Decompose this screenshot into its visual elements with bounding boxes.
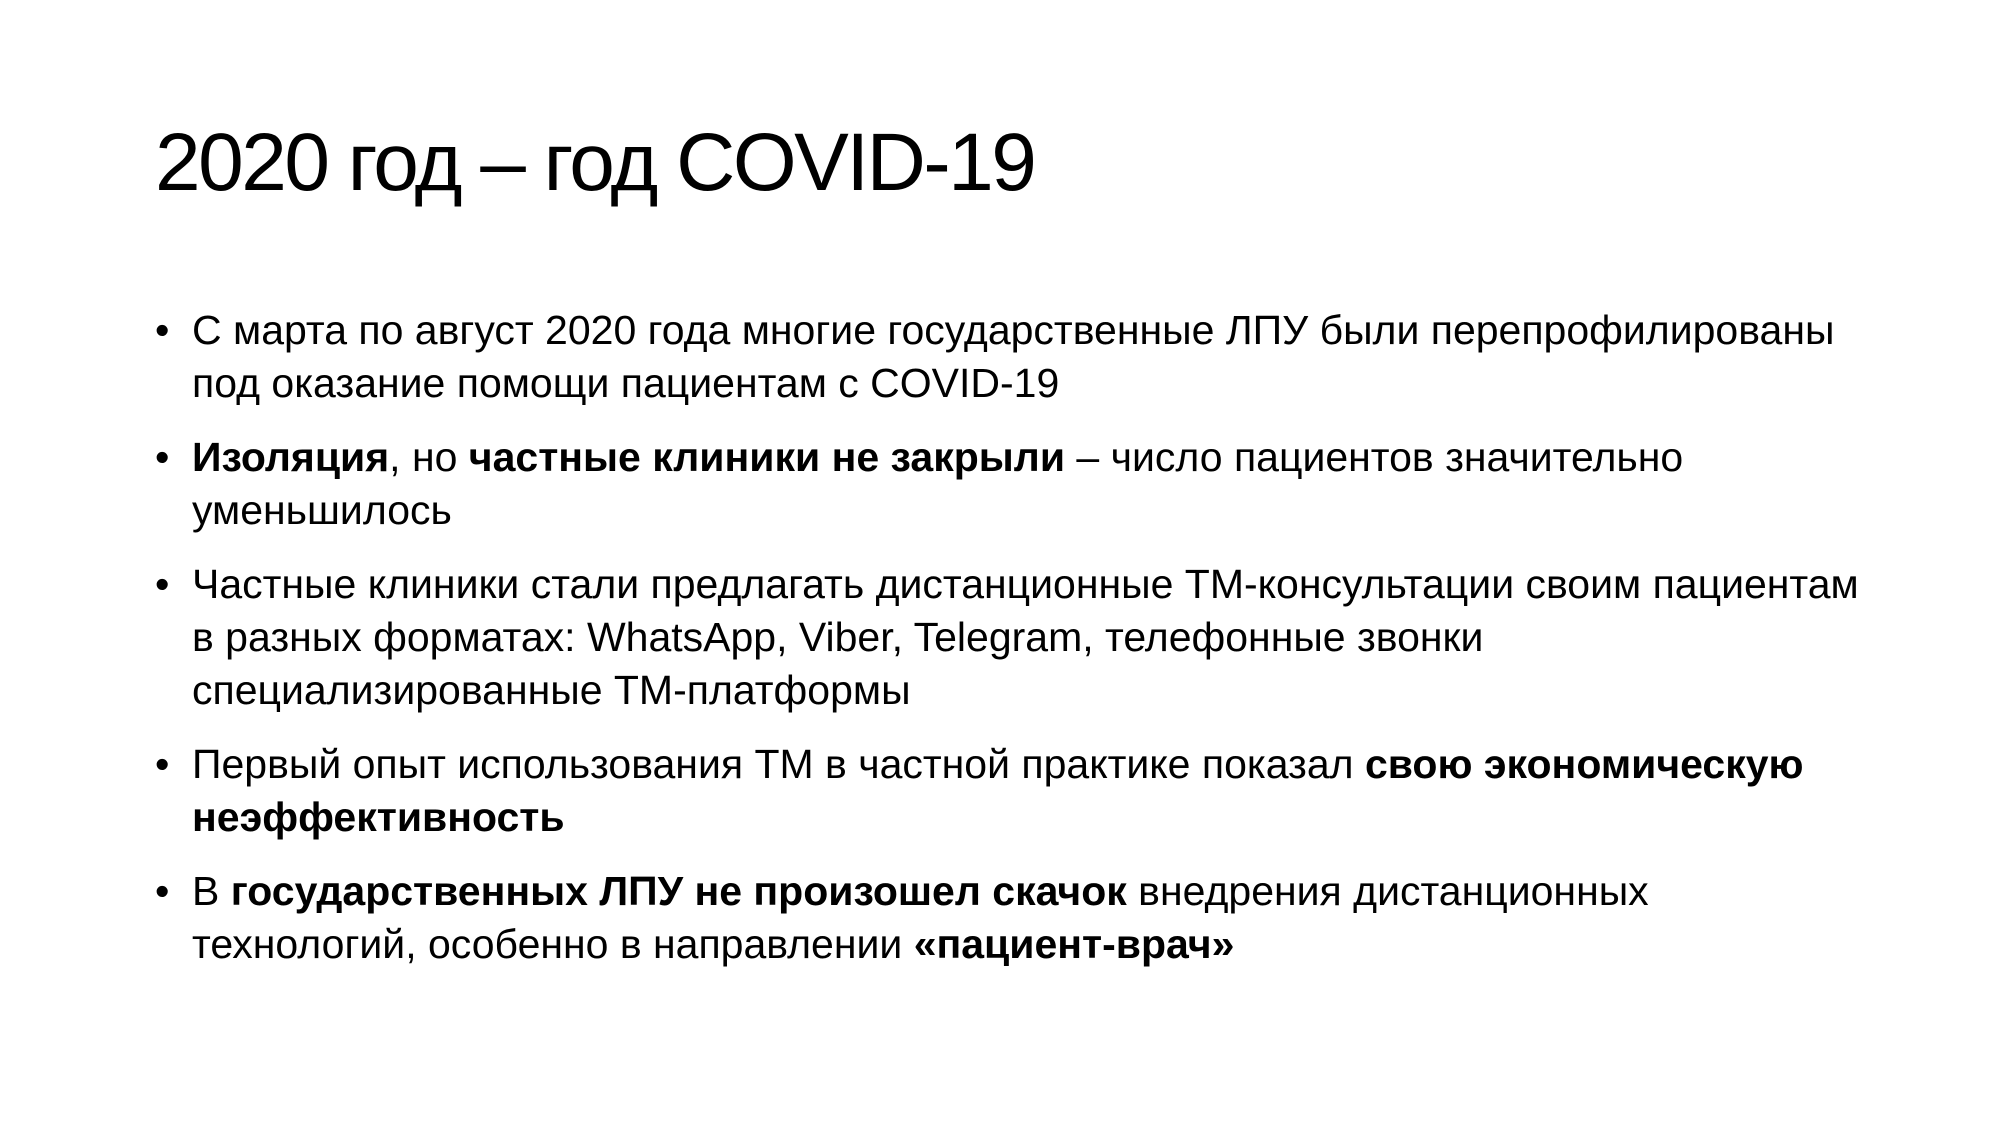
bullet-item-3 [155, 558, 1875, 717]
bullet-icon: • [155, 741, 170, 787]
bullet-item-2 [155, 431, 1875, 537]
bullet-text-bold: частные клиники не закрыли [468, 434, 1066, 480]
bullet-text: – число пациентов значительно уменьшилось [192, 434, 1684, 533]
bullet-item-4 [155, 738, 1875, 844]
bullet-text-bold: государственных ЛПУ не произошел скачок [230, 868, 1127, 914]
bullet-text-bold: свою экономическую неэффективность [192, 741, 1804, 840]
bullet-text-bold: «пациент-врач» [913, 921, 1235, 967]
bullet-text: С марта по август 2020 года многие государственные ЛПУ были перепрофилированы под оказание помощи пациентам с COVID-19 [192, 307, 1835, 406]
bullet-text: Первый опыт использования ТМ в частной практике показал [192, 741, 1365, 787]
bullet-icon: • [155, 434, 170, 480]
bullet-list [155, 304, 1875, 992]
bullet-text: , но [389, 434, 469, 480]
bullet-icon: • [155, 868, 170, 914]
bullet-item-1 [155, 304, 1875, 410]
bullet-text: внедрения дистанционных технологий, особенно в направлении [192, 868, 1649, 967]
bullet-icon: • [155, 307, 170, 353]
bullet-item-5 [155, 865, 1875, 971]
bullet-text: Частные клиники стали предлагать дистанционные ТМ-консультации своим пациентам в разных форматах: WhatsApp, Viber, Telegram, телефонные звонки специализированные ТМ-платформы [192, 561, 1859, 713]
slide-title: 2020 год – год COVID-19 [155, 117, 1035, 208]
bullet-text: В [192, 868, 231, 914]
bullet-icon: • [155, 561, 170, 607]
bullet-text-bold: Изоляция [192, 434, 390, 480]
